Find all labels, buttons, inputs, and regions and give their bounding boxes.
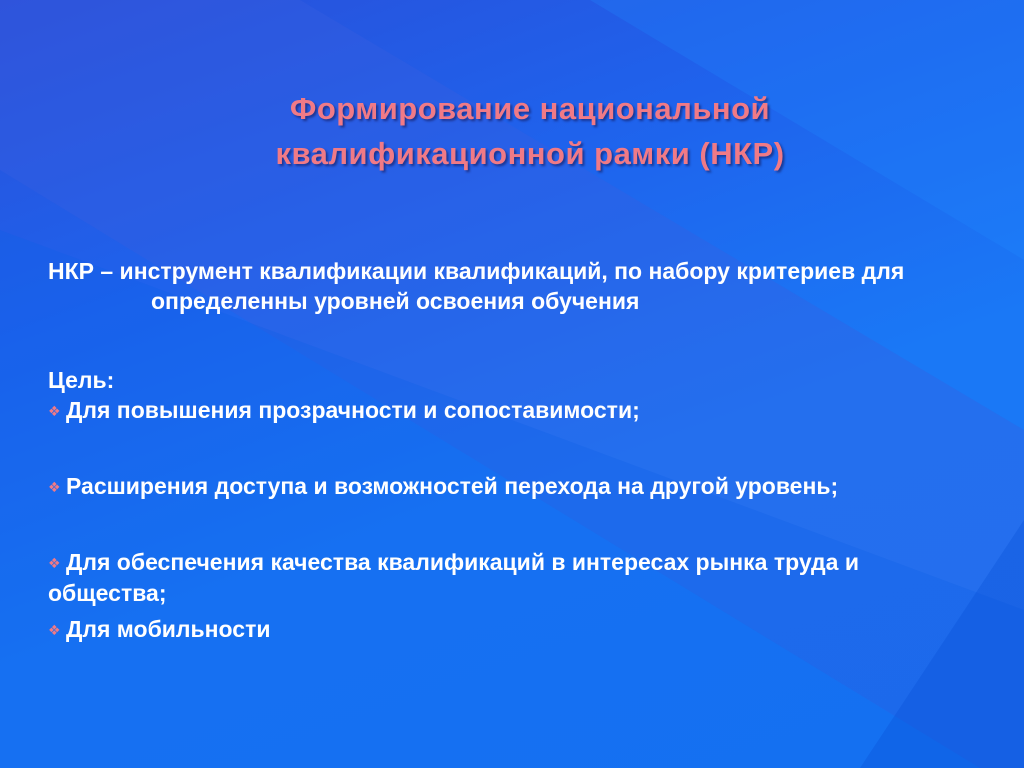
- diamond-bullet-icon: ❖: [48, 403, 61, 419]
- goal-bullet: [48, 614, 978, 645]
- goal-bullet-text: Для обеспечения качества квалификаций в интересах рынка труда и общества;: [48, 549, 859, 606]
- diamond-bullet-icon: ❖: [48, 555, 61, 571]
- title-line-2: квалификационной рамки (НКР): [275, 136, 785, 171]
- goal-bullet-text: Расширения доступа и возможностей перехода на другой уровень;: [66, 473, 839, 499]
- definition-text: НКР – инструмент квалификации квалификаций, по набору критериев для определенны уровней освоения обучения: [48, 258, 905, 314]
- slide-body: [48, 256, 978, 645]
- goal-label: Цель:: [48, 367, 115, 393]
- diamond-bullet-icon: ❖: [48, 479, 61, 495]
- goal-bullet-text: Для повышения прозрачности и сопоставимости;: [66, 397, 640, 423]
- slide-title: [140, 86, 920, 176]
- goal-bullet: [48, 471, 978, 502]
- diamond-bullet-icon: ❖: [48, 622, 61, 638]
- goal-bullet: [48, 395, 978, 426]
- title-line-1: Формирование национальной: [289, 91, 771, 126]
- goal-bullet: [48, 547, 978, 608]
- goal-bullet-text: Для мобильности: [66, 616, 271, 642]
